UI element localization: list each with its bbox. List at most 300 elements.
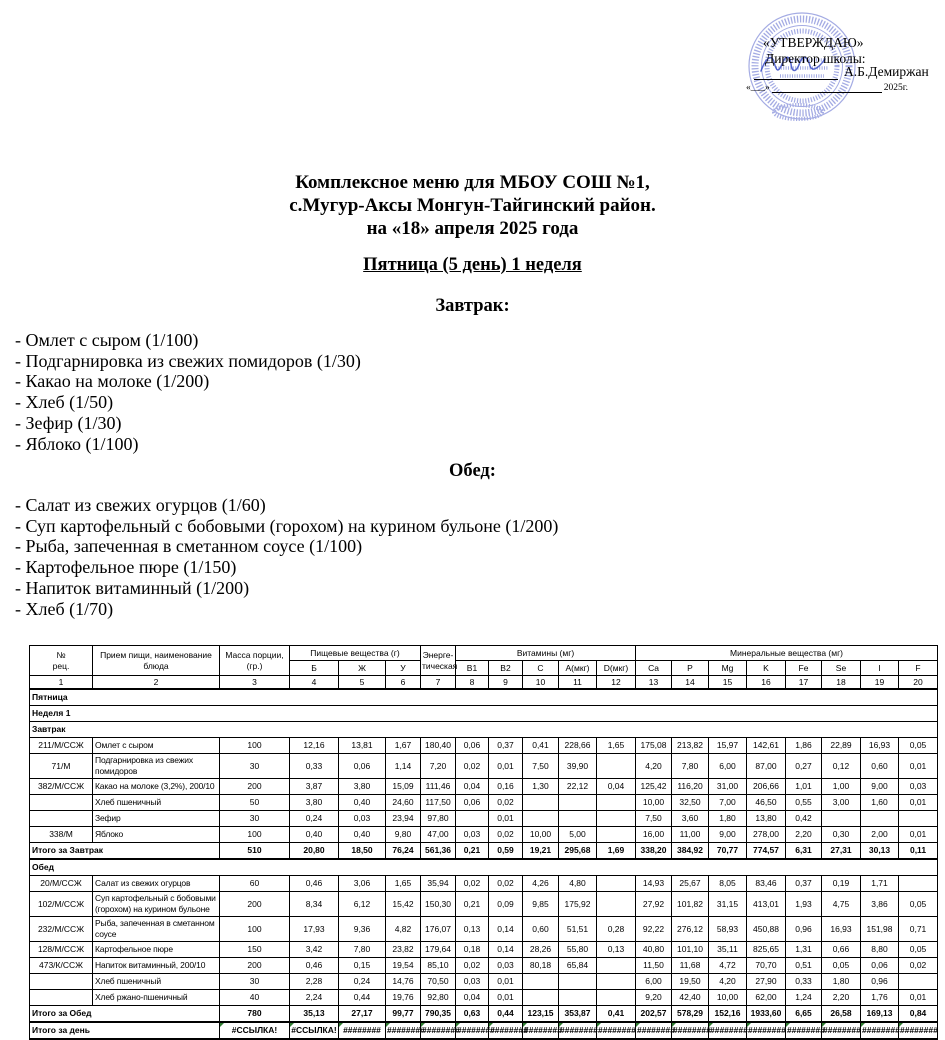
value-cell: 0,12	[822, 754, 861, 779]
header-no: № рец.	[30, 646, 93, 676]
total-value-cell: 6,65	[786, 1006, 822, 1023]
table-row	[30, 990, 938, 1006]
value-cell: 7,50	[636, 811, 672, 827]
value-cell: 142,61	[747, 738, 786, 754]
value-cell: 3,00	[822, 795, 861, 811]
total-value-cell: 27,17	[339, 1006, 386, 1023]
error-cell: ########	[822, 1022, 861, 1039]
value-cell: 13,81	[339, 738, 386, 754]
error-cell: ########	[421, 1022, 456, 1039]
value-cell: 8,80	[861, 942, 899, 958]
value-cell: 0,96	[861, 974, 899, 990]
total-row	[30, 1022, 938, 1039]
value-cell: 0,03	[456, 974, 489, 990]
value-cell: 213,82	[672, 738, 709, 754]
value-cell: 30	[220, 974, 290, 990]
menu-item: - Картофельное пюре (1/150)	[15, 557, 237, 578]
header-col: Ж	[339, 661, 386, 676]
total-value-cell: 70,77	[709, 843, 747, 860]
value-cell: 0,96	[786, 917, 822, 942]
value-cell: 11,50	[636, 958, 672, 974]
error-cell: ########	[747, 1022, 786, 1039]
value-cell: 8,34	[290, 892, 339, 917]
value-cell: 338/М	[30, 827, 93, 843]
value-cell: 0,02	[489, 827, 523, 843]
menu-item: - Напиток витаминный (1/200)	[15, 577, 250, 598]
value-cell: 0,16	[489, 779, 523, 795]
value-cell: 0,42	[786, 811, 822, 827]
error-cell: ########	[786, 1022, 822, 1039]
value-cell: 1,86	[786, 738, 822, 754]
value-cell: 4,75	[822, 892, 861, 917]
value-cell: 10,00	[709, 990, 747, 1006]
value-cell: 0,24	[290, 811, 339, 827]
table-body	[30, 689, 938, 1039]
value-cell: 60	[220, 876, 290, 892]
title-line-3: на «18» апреля 2025 года	[366, 218, 579, 239]
header-minerals-group: Минеральные вещества (мг)	[636, 646, 938, 661]
total-value-cell: 0,59	[489, 843, 523, 860]
value-cell: 42,40	[672, 990, 709, 1006]
value-cell: 3,60	[672, 811, 709, 827]
column-number: 3	[220, 676, 290, 690]
value-cell: 102/М/ССЖ	[30, 892, 93, 917]
value-cell: 0,01	[489, 974, 523, 990]
value-cell: 1,67	[386, 738, 421, 754]
value-cell: 0,40	[290, 827, 339, 843]
value-cell: 101,82	[672, 892, 709, 917]
value-cell: 83,46	[747, 876, 786, 892]
value-cell: 0,71	[899, 917, 938, 942]
column-number: 14	[672, 676, 709, 690]
value-cell: 200	[220, 892, 290, 917]
value-cell: 55,80	[559, 942, 597, 958]
error-cell: ########	[636, 1022, 672, 1039]
value-cell: 28,26	[523, 942, 559, 958]
error-cell: ########	[523, 1022, 559, 1039]
dish-name-cell: Яблоко	[93, 827, 220, 843]
total-value-cell: 6,31	[786, 843, 822, 860]
value-cell: 6,00	[709, 754, 747, 779]
total-value-cell: 19,21	[523, 843, 559, 860]
value-cell: 0,05	[899, 738, 938, 754]
value-cell: 0,02	[489, 876, 523, 892]
signature-rule	[754, 66, 838, 80]
lunch-list	[15, 495, 558, 619]
value-cell: 413,01	[747, 892, 786, 917]
value-cell: 35,94	[421, 876, 456, 892]
total-label: Итого за день	[30, 1022, 220, 1039]
menu-item: - Зефир (1/30)	[15, 412, 122, 433]
column-number: 5	[339, 676, 386, 690]
value-cell: 7,20	[421, 754, 456, 779]
signature-line	[754, 64, 929, 80]
value-cell	[597, 958, 636, 974]
value-cell: 116,20	[672, 779, 709, 795]
column-number: 1	[30, 676, 93, 690]
value-cell: 10,00	[523, 827, 559, 843]
column-number: 16	[747, 676, 786, 690]
value-cell: 32,50	[672, 795, 709, 811]
value-cell: 1,60	[861, 795, 899, 811]
value-cell: 825,65	[747, 942, 786, 958]
value-cell: 180,40	[421, 738, 456, 754]
value-cell: 0,41	[523, 738, 559, 754]
document-title	[0, 171, 945, 240]
total-label: Итого за Завтрак	[30, 843, 220, 860]
date-prefix: «___»	[746, 83, 770, 93]
menu-item: - Салат из свежих огурцов (1/60)	[15, 495, 266, 515]
value-cell: 47,00	[421, 827, 456, 843]
value-cell: 19,76	[386, 990, 421, 1006]
value-cell: 100	[220, 917, 290, 942]
table-row	[30, 958, 938, 974]
value-cell: 20/М/ССЖ	[30, 876, 93, 892]
header-col: С	[523, 661, 559, 676]
value-cell: 19,54	[386, 958, 421, 974]
value-cell	[899, 876, 938, 892]
total-value-cell: 0,41	[597, 1006, 636, 1023]
header-col: K	[747, 661, 786, 676]
value-cell: 27,92	[636, 892, 672, 917]
value-cell: 4,72	[709, 958, 747, 974]
value-cell: 7,00	[709, 795, 747, 811]
year-label: 2025г.	[883, 83, 908, 93]
value-cell: 0,06	[456, 738, 489, 754]
value-cell	[30, 795, 93, 811]
dish-name-cell: Хлеб пшеничный	[93, 795, 220, 811]
value-cell: 0,04	[456, 779, 489, 795]
value-cell: 1,93	[786, 892, 822, 917]
dish-name-cell: Омлет с сыром	[93, 738, 220, 754]
value-cell: 7,50	[523, 754, 559, 779]
title-line-1: Комплексное меню для МБОУ СОШ №1,	[295, 172, 650, 193]
total-value-cell: 18,50	[339, 843, 386, 860]
error-cell: #ССЫЛКА!	[220, 1022, 290, 1039]
day-subtitle	[0, 255, 945, 276]
header-col: А(мкг)	[559, 661, 597, 676]
total-value-cell: 35,13	[290, 1006, 339, 1023]
error-cell: ########	[899, 1022, 938, 1039]
approval-title: «УТВЕРЖДАЮ»	[763, 35, 864, 50]
value-cell: 27,90	[747, 974, 786, 990]
value-cell: 80,18	[523, 958, 559, 974]
value-cell: 0,13	[597, 942, 636, 958]
value-cell: 7,80	[672, 754, 709, 779]
dish-name-cell: Напиток витаминный, 200/10	[93, 958, 220, 974]
value-cell: 1,71	[861, 876, 899, 892]
value-cell: 175,08	[636, 738, 672, 754]
value-cell: 0,02	[456, 876, 489, 892]
value-cell: 39,90	[559, 754, 597, 779]
value-cell: 0,66	[822, 942, 861, 958]
section-label: Пятница	[30, 689, 938, 706]
value-cell: 70,50	[421, 974, 456, 990]
value-cell: 3,42	[290, 942, 339, 958]
total-value-cell: 353,87	[559, 1006, 597, 1023]
value-cell: 14,76	[386, 974, 421, 990]
value-cell: 4,20	[636, 754, 672, 779]
date-line	[746, 83, 908, 93]
value-cell: 9,20	[636, 990, 672, 1006]
value-cell: 31,15	[709, 892, 747, 917]
value-cell: 13,80	[747, 811, 786, 827]
value-cell: 0,60	[861, 754, 899, 779]
total-value-cell: 169,13	[861, 1006, 899, 1023]
value-cell: 100	[220, 827, 290, 843]
total-value-cell: 338,20	[636, 843, 672, 860]
value-cell: 0,05	[822, 958, 861, 974]
total-value-cell: 0,21	[456, 843, 489, 860]
value-cell: 0,60	[523, 917, 559, 942]
table-row	[30, 795, 938, 811]
value-cell: 10,00	[636, 795, 672, 811]
value-cell: 11,68	[672, 958, 709, 974]
value-cell: 450,88	[747, 917, 786, 942]
header-row-groups	[30, 646, 938, 661]
value-cell: 0,15	[339, 958, 386, 974]
total-value-cell: 780	[220, 1006, 290, 1023]
table-row	[30, 892, 938, 917]
total-value-cell: 76,24	[386, 843, 421, 860]
menu-item: - Хлеб (1/70)	[15, 598, 114, 619]
value-cell	[30, 990, 93, 1006]
value-cell: 200	[220, 779, 290, 795]
value-cell: 150,30	[421, 892, 456, 917]
section-label: Обед	[30, 859, 938, 876]
total-value-cell: 152,16	[709, 1006, 747, 1023]
value-cell: 0,14	[489, 942, 523, 958]
value-cell: 1,31	[786, 942, 822, 958]
value-cell: 0,46	[290, 876, 339, 892]
menu-item: - Хлеб (1/50)	[15, 392, 114, 413]
value-cell: 62,00	[747, 990, 786, 1006]
column-number: 18	[822, 676, 861, 690]
value-cell: 4,80	[559, 876, 597, 892]
header-col: В2	[489, 661, 523, 676]
header-col: Fe	[786, 661, 822, 676]
value-cell	[597, 754, 636, 779]
value-cell: 31,00	[709, 779, 747, 795]
value-cell: 1,65	[597, 738, 636, 754]
menu-item: - Рыба, запеченная в сметанном соусе (1/100)	[15, 536, 363, 557]
value-cell: 0,02	[899, 958, 938, 974]
dish-name-cell: Хлеб пшеничный	[93, 974, 220, 990]
value-cell: 30	[220, 754, 290, 779]
section-label: Неделя 1	[30, 706, 938, 722]
header-col: F	[899, 661, 938, 676]
value-cell: 0,40	[339, 795, 386, 811]
total-value-cell: 0,84	[899, 1006, 938, 1023]
value-cell: 6,12	[339, 892, 386, 917]
value-cell	[523, 795, 559, 811]
breakfast-heading: Завтрак:	[435, 296, 510, 316]
error-cell: ########	[456, 1022, 489, 1039]
value-cell: 0,37	[786, 876, 822, 892]
value-cell: 473/К/ССЖ	[30, 958, 93, 974]
value-cell: 0,19	[822, 876, 861, 892]
value-cell: 0,18	[456, 942, 489, 958]
value-cell: 382/М/ССЖ	[30, 779, 93, 795]
table-row	[30, 876, 938, 892]
value-cell: 151,98	[861, 917, 899, 942]
value-cell: 1,65	[386, 876, 421, 892]
director-name: А.Б.Демиржан	[844, 64, 929, 79]
dish-name-cell: Суп картофельный с бобовыми (горохом) на курином бульоне	[93, 892, 220, 917]
column-number: 11	[559, 676, 597, 690]
value-cell: 206,66	[747, 779, 786, 795]
value-cell: 7,80	[339, 942, 386, 958]
value-cell: 5,00	[559, 827, 597, 843]
menu-item: - Подгарнировка из свежих помидоров (1/30)	[15, 350, 361, 371]
value-cell: 15,97	[709, 738, 747, 754]
value-cell: 125,42	[636, 779, 672, 795]
value-cell: 15,42	[386, 892, 421, 917]
menu-item: - Омлет с сыром (1/100)	[15, 330, 199, 350]
value-cell: 117,50	[421, 795, 456, 811]
value-cell: 16,00	[636, 827, 672, 843]
approval-block	[738, 6, 944, 148]
error-cell: ########	[489, 1022, 523, 1039]
header-col: P	[672, 661, 709, 676]
value-cell: 8,05	[709, 876, 747, 892]
value-cell	[523, 974, 559, 990]
value-cell: 0,06	[456, 795, 489, 811]
total-value-cell: 27,31	[822, 843, 861, 860]
value-cell: 0,01	[899, 795, 938, 811]
value-cell: 0,09	[489, 892, 523, 917]
date-rule	[772, 83, 882, 93]
value-cell: 0,44	[339, 990, 386, 1006]
table-row	[30, 974, 938, 990]
header-mass: Масса порции, (гр.)	[220, 646, 290, 676]
total-value-cell: 774,57	[747, 843, 786, 860]
value-cell: 12,16	[290, 738, 339, 754]
dish-name-cell: Рыба, запеченная в сметанном соусе	[93, 917, 220, 942]
value-cell: 2,20	[786, 827, 822, 843]
value-cell: 0,02	[456, 958, 489, 974]
header-row-numbers	[30, 676, 938, 690]
value-cell: 0,06	[339, 754, 386, 779]
value-cell: 22,89	[822, 738, 861, 754]
total-value-cell: 20,80	[290, 843, 339, 860]
column-number: 10	[523, 676, 559, 690]
value-cell: 1,80	[822, 974, 861, 990]
section-row	[30, 689, 938, 706]
value-cell: 179,64	[421, 942, 456, 958]
column-number: 4	[290, 676, 339, 690]
total-value-cell: 1,69	[597, 843, 636, 860]
value-cell: 1,80	[709, 811, 747, 827]
value-cell: 16,93	[822, 917, 861, 942]
value-cell: 1,30	[523, 779, 559, 795]
error-cell: ########	[861, 1022, 899, 1039]
value-cell: 4,82	[386, 917, 421, 942]
dish-name-cell: Какао на молоке (3,2%), 200/10	[93, 779, 220, 795]
total-value-cell: 1933,60	[747, 1006, 786, 1023]
total-value-cell: 202,57	[636, 1006, 672, 1023]
value-cell	[559, 795, 597, 811]
value-cell: 22,12	[559, 779, 597, 795]
value-cell	[559, 811, 597, 827]
value-cell	[523, 990, 559, 1006]
value-cell: 70,70	[747, 958, 786, 974]
value-cell: 4,26	[523, 876, 559, 892]
error-cell: ########	[597, 1022, 636, 1039]
total-value-cell: 30,13	[861, 843, 899, 860]
value-cell: 1,76	[861, 990, 899, 1006]
total-label: Итого за Обед	[30, 1006, 220, 1023]
value-cell: 232/М/ССЖ	[30, 917, 93, 942]
value-cell	[597, 876, 636, 892]
value-cell	[597, 974, 636, 990]
column-number: 6	[386, 676, 421, 690]
value-cell: 0,55	[786, 795, 822, 811]
total-value-cell: 561,36	[421, 843, 456, 860]
value-cell: 87,00	[747, 754, 786, 779]
value-cell: 0,37	[489, 738, 523, 754]
total-value-cell: 384,92	[672, 843, 709, 860]
value-cell: 111,46	[421, 779, 456, 795]
column-number: 13	[636, 676, 672, 690]
breakfast-list	[15, 330, 361, 454]
value-cell: 2,28	[290, 974, 339, 990]
value-cell: 0,14	[489, 917, 523, 942]
value-cell: 0,02	[489, 795, 523, 811]
column-number: 8	[456, 676, 489, 690]
value-cell: 11,00	[672, 827, 709, 843]
value-cell: 176,07	[421, 917, 456, 942]
value-cell: 9,00	[861, 779, 899, 795]
value-cell: 3,06	[339, 876, 386, 892]
table-row	[30, 917, 938, 942]
value-cell: 58,93	[709, 917, 747, 942]
total-value-cell: 123,15	[523, 1006, 559, 1023]
value-cell: 1,01	[786, 779, 822, 795]
value-cell: 0,01	[489, 754, 523, 779]
value-cell	[822, 811, 861, 827]
error-cell: ########	[709, 1022, 747, 1039]
value-cell: 23,94	[386, 811, 421, 827]
header-col: Se	[822, 661, 861, 676]
value-cell	[899, 974, 938, 990]
value-cell: 100	[220, 738, 290, 754]
column-number: 12	[597, 676, 636, 690]
value-cell: 4,20	[709, 974, 747, 990]
value-cell: 0,01	[489, 990, 523, 1006]
value-cell: 19,50	[672, 974, 709, 990]
value-cell: 16,93	[861, 738, 899, 754]
value-cell: 0,51	[786, 958, 822, 974]
value-cell: 6,00	[636, 974, 672, 990]
value-cell: 0,01	[489, 811, 523, 827]
table-row	[30, 754, 938, 779]
value-cell: 35,11	[709, 942, 747, 958]
value-cell: 0,27	[786, 754, 822, 779]
table-row	[30, 779, 938, 795]
section-row	[30, 859, 938, 876]
total-value-cell: 510	[220, 843, 290, 860]
error-cell: ########	[386, 1022, 421, 1039]
value-cell: 3,80	[290, 795, 339, 811]
total-value-cell: 99,77	[386, 1006, 421, 1023]
value-cell: 0,24	[339, 974, 386, 990]
value-cell: 0,46	[290, 958, 339, 974]
value-cell: 3,80	[339, 779, 386, 795]
value-cell	[30, 811, 93, 827]
value-cell	[523, 811, 559, 827]
value-cell: 51,51	[559, 917, 597, 942]
